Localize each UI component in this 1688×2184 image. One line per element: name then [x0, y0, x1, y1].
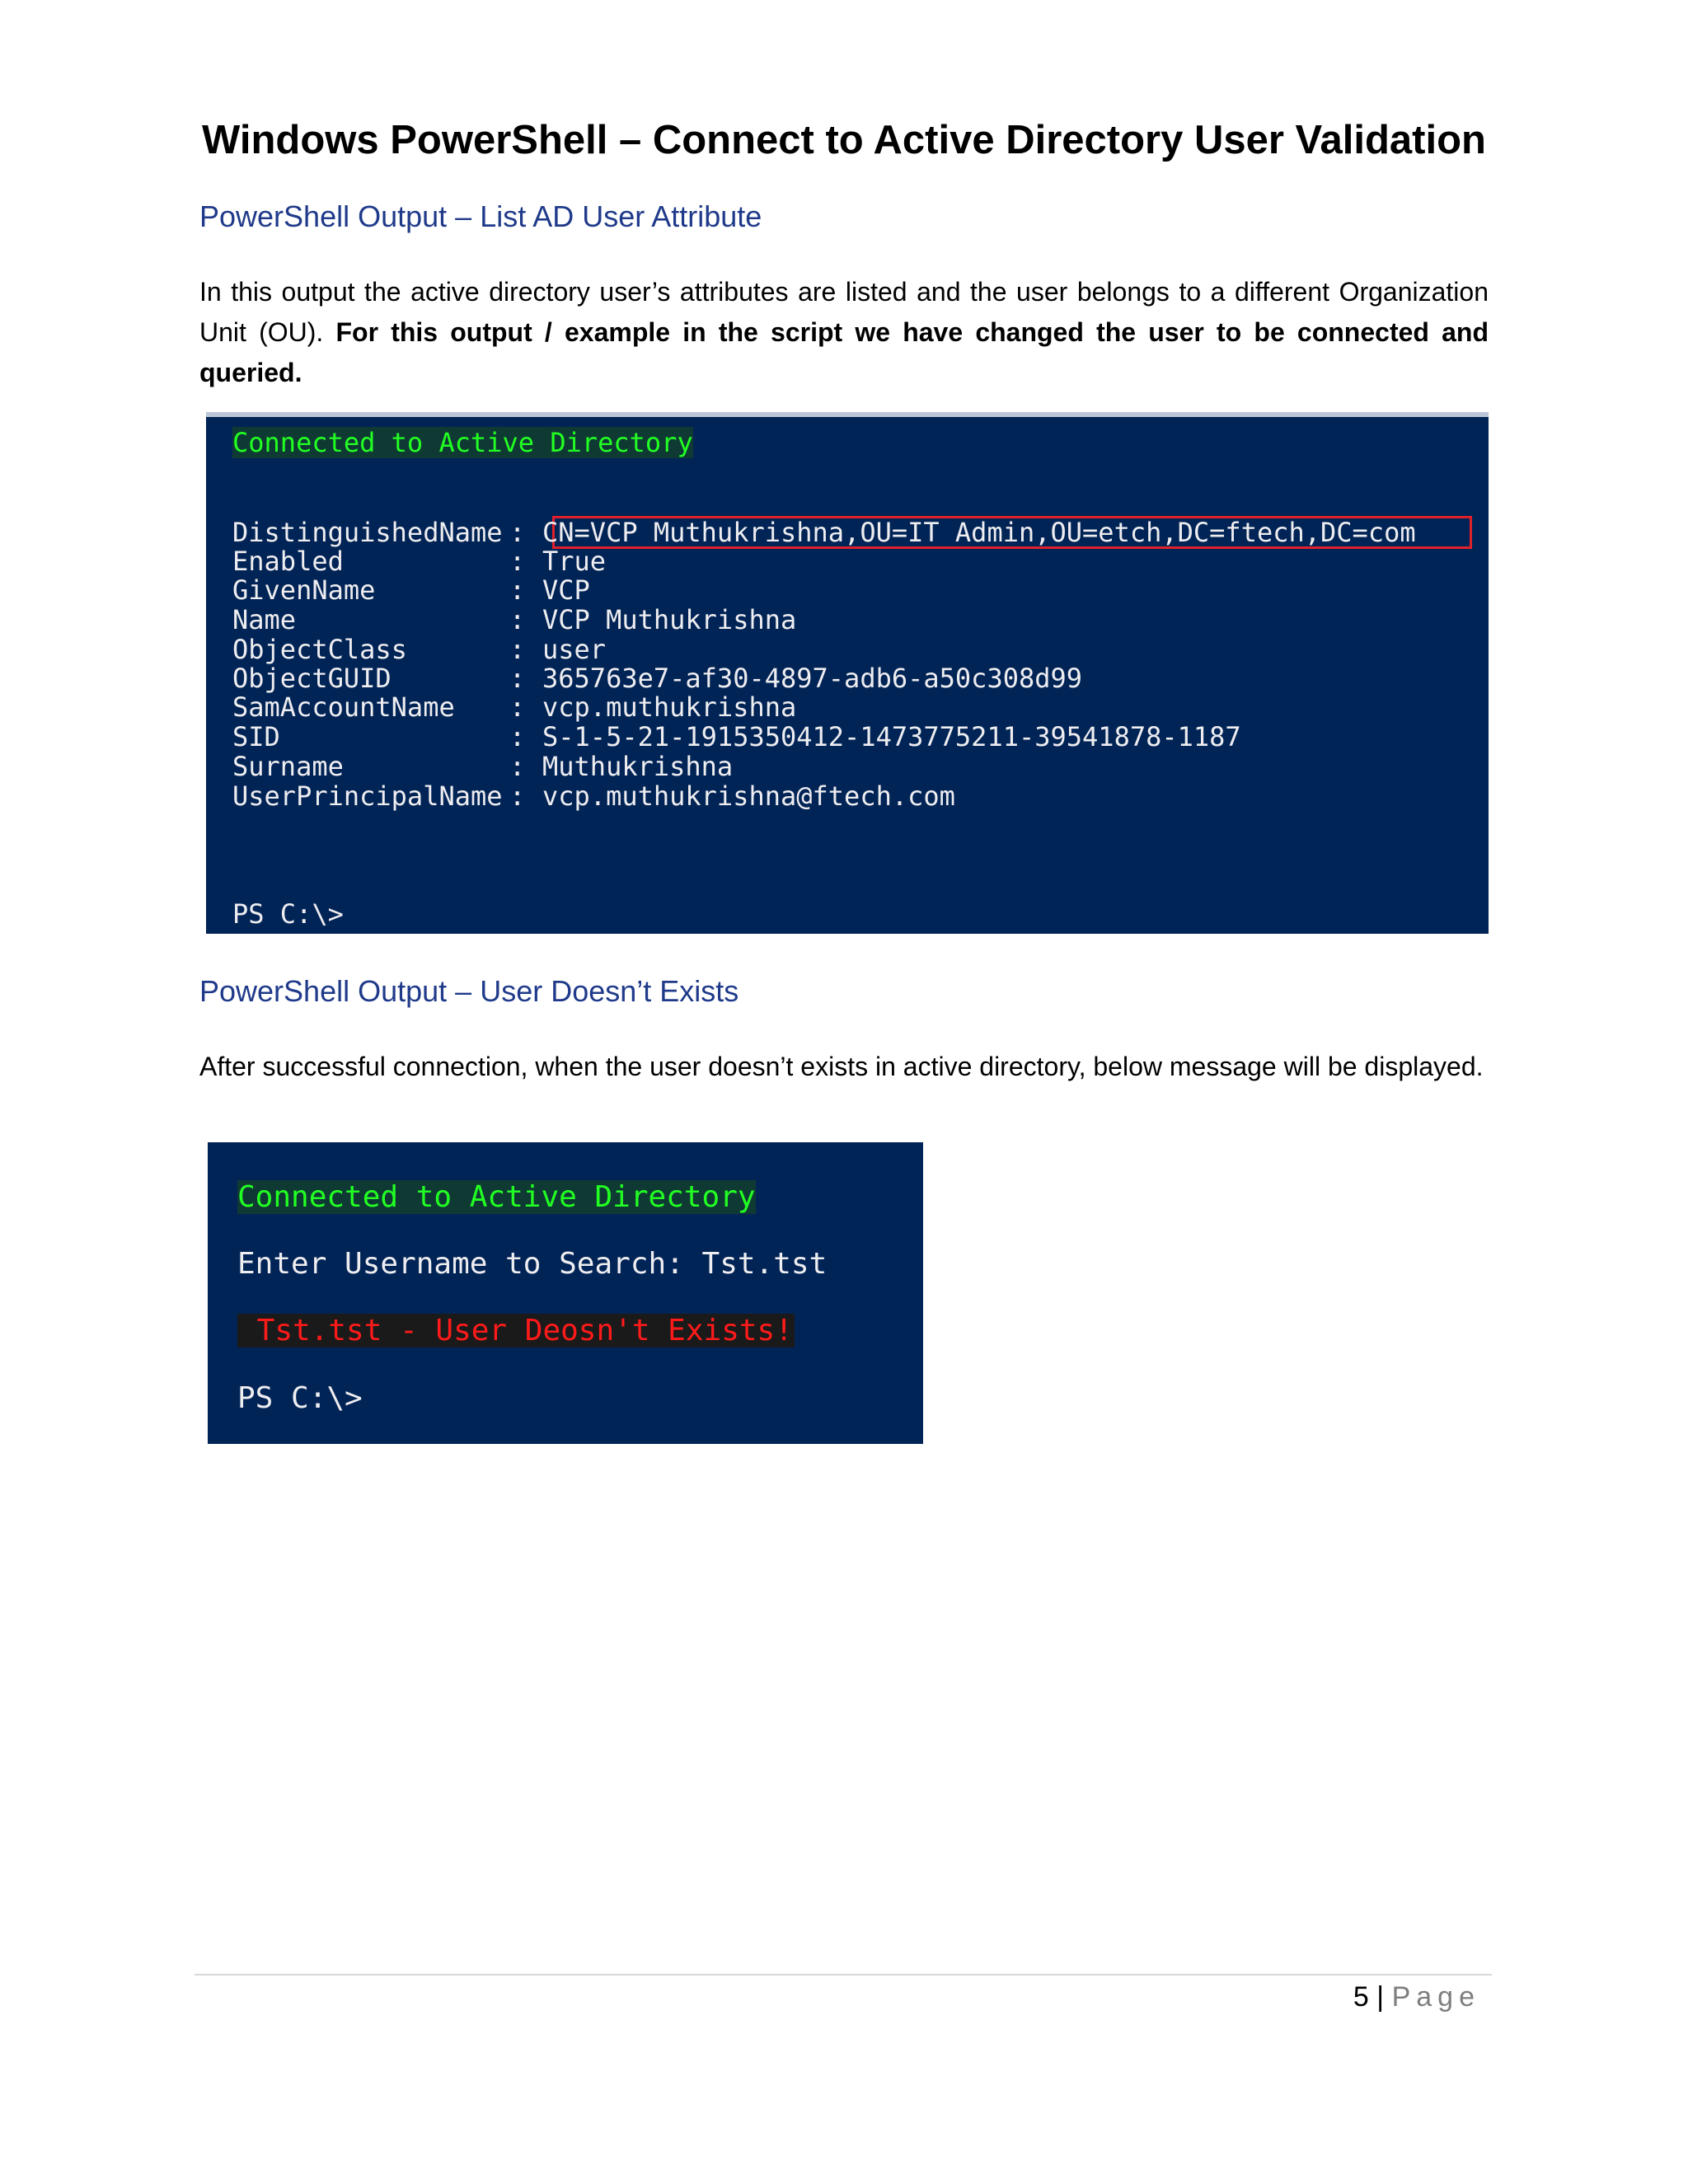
attribute-value: True [542, 546, 607, 577]
attribute-value: VCP [542, 574, 590, 606]
attribute-separator: : [509, 604, 526, 635]
attribute-separator: : [509, 751, 526, 782]
terminal-prompt: PS C:\> [232, 898, 344, 930]
attribute-key: SamAccountName [232, 691, 455, 723]
powershell-output-user-not-found [208, 1142, 923, 1444]
page-label: Page [1391, 1981, 1480, 2013]
terminal-prompt: PS C:\> [237, 1381, 363, 1415]
attribute-key: UserPrincipalName [232, 780, 503, 812]
attribute-value: vcp.muthukrishna [542, 691, 797, 723]
attribute-row [232, 635, 606, 664]
terminal-input-line: Enter Username to Search: Tst.tst [237, 1247, 828, 1281]
banner-text: Connected to Active Directory [237, 1180, 756, 1214]
attribute-key: Surname [232, 751, 344, 782]
document-title: Windows PowerShell – Connect to Active Directory User Validation [202, 118, 1486, 162]
error-text: Tst.tst - User Deosn't Exists! [239, 1314, 793, 1347]
attribute-row [232, 546, 606, 576]
attribute-value: 365763e7-af30-4897-adb6-a50c308d99 [542, 663, 1083, 694]
terminal-error-line [237, 1314, 795, 1347]
banner-text: Connected to Active Directory [232, 427, 693, 458]
attribute-row [232, 663, 1082, 693]
attribute-row [232, 605, 796, 635]
attribute-value: user [542, 634, 607, 665]
terminal-banner [232, 427, 693, 458]
page-footer [1353, 1978, 1480, 2016]
attribute-key: ObjectClass [232, 634, 407, 665]
attribute-value: S-1-5-21-1915350412-1473775211-39541878-1187 [542, 721, 1241, 752]
attribute-separator: : [509, 574, 526, 606]
footer-divider [195, 1974, 1492, 1975]
attribute-separator: : [509, 691, 526, 723]
attribute-row [232, 692, 796, 722]
attribute-separator: : [509, 546, 526, 577]
attribute-row [232, 752, 733, 781]
terminal-banner [237, 1180, 756, 1214]
attribute-value: VCP Muthukrishna [542, 604, 797, 635]
attribute-row [232, 575, 590, 605]
attribute-value: CN=VCP Muthukrishna,OU=IT Admin,OU=etch,DC=ftech,DC=com [542, 517, 1416, 548]
attribute-row [232, 781, 955, 811]
attribute-separator: : [509, 780, 526, 812]
attribute-row [232, 722, 1241, 752]
attribute-key: Enabled [232, 546, 344, 577]
paragraph-bold-text: For this output / example in the script we have changed the user to be connected and queried. [199, 317, 1489, 387]
footer-separator: | [1376, 1981, 1385, 2013]
attribute-value: Muthukrishna [542, 751, 734, 782]
attribute-separator: : [509, 517, 526, 548]
section-paragraph-user-not-exists: After successful connection, when the user doesn’t exists in active directory, below message will be displayed. [199, 1052, 1484, 1081]
powershell-output-attributes [206, 412, 1489, 934]
page-number: 5 [1353, 1981, 1369, 2013]
attribute-key: DistinguishedName [232, 517, 503, 548]
attribute-separator: : [509, 663, 526, 694]
section-heading-list-attributes: PowerShell Output – List AD User Attribute [199, 199, 762, 233]
attribute-row [232, 518, 1416, 547]
attribute-key: ObjectGUID [232, 663, 392, 694]
attribute-key: Name [232, 604, 297, 635]
attribute-separator: : [509, 634, 526, 665]
attribute-key: SID [232, 721, 280, 752]
section-paragraph-list-attributes [199, 272, 1489, 393]
attribute-key: GivenName [232, 574, 376, 606]
section-heading-user-not-exists: PowerShell Output – User Doesn’t Exists [199, 974, 739, 1008]
attribute-separator: : [509, 721, 526, 752]
attribute-value: vcp.muthukrishna@ftech.com [542, 780, 955, 812]
paragraph-normal-text: In this output the active directory user’s attributes are listed and the user belongs to a different Organization Unit (OU). [199, 277, 1489, 347]
